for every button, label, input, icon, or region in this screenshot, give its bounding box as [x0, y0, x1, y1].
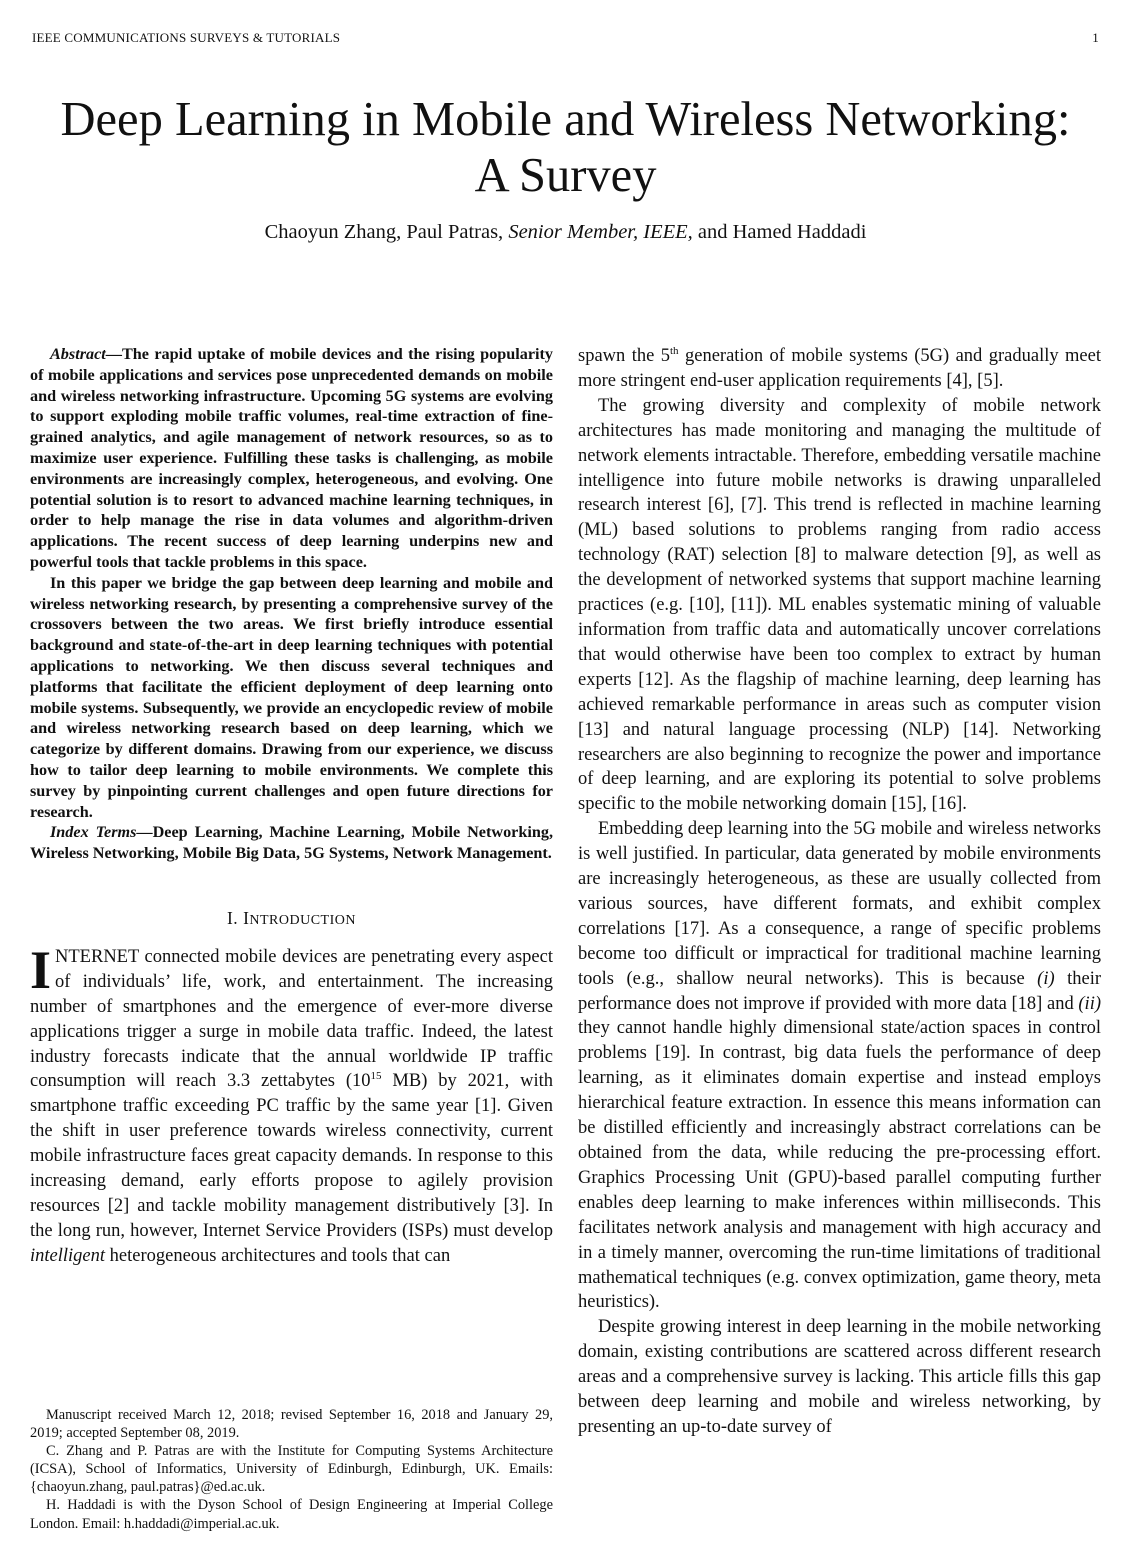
authors [0, 221, 1131, 244]
right-paragraph-2 [578, 817, 1101, 1315]
section-numeral: I. [226, 907, 239, 928]
index-terms [30, 822, 553, 864]
footnote-affiliation-2: H. Haddadi is with the Dyson School of Design Engineering at Imperial College London. Email: h.haddadi@imperial.ac.uk. [30, 1497, 553, 1532]
left-column [30, 344, 553, 1269]
section-title-initial: I [243, 907, 250, 928]
footnotes [30, 1406, 553, 1533]
section-title-rest: NTRODUCTION [249, 912, 356, 928]
introduction-body [30, 939, 553, 1269]
index-terms-text: —Deep Learning, Machine Learning, Mobile Networking, Wireless Networking, Mobile Big Data, 5G Systems, Network Management. [30, 823, 553, 863]
footnote-affiliation-1: C. Zhang and P. Patras are with the Institute for Computing Systems Architecture (ICSA), School of Informatics, University of Edinburgh, Edinburgh, UK. Emails: {chaoyun.zhang, paul.patras}@ed.ac.uk. [30, 1443, 553, 1496]
right-paragraph-3: Despite growing interest in deep learning in the mobile networking domain, existing contributions are scattered across different research areas and a comprehensive survey is lacking. This article fills this gap between deep learning and mobile and wireless networking, by presenting an up-to-date survey of [578, 1317, 1101, 1437]
intro-text-b: MB) by 2021, with smartphone traffic exceeding PC traffic by the same year [1]. Given the shift in user preference towards wireless connectivity, current mobile infrastructure faces great capacity demands. In response to this increasing demand, early efforts propose to agilely provision resources [2] and tackle mobility management distributively [3]. In the long run, however, Internet Service Providers (ISPs) must develop [30, 1071, 553, 1241]
right-superscript: th [670, 344, 679, 357]
right-text-2b: their performance does not improve if provided with more data [18] and [578, 968, 1102, 1014]
right-column [578, 344, 1101, 1440]
abstract [30, 344, 553, 864]
footnote-manuscript: Manuscript received March 12, 2018; revised September 16, 2018 and January 29, 2019; accepted September 08, 2019. [30, 1407, 553, 1442]
page-number: 1 [1092, 30, 1099, 45]
right-paragraph-1: The growing diversity and complexity of mobile network architectures has made monitoring and managing the multitude of network elements intractable. Therefore, embedding versatile machine intelligence into future mobile networks is drawing unparalleled research interest [6], [7]. This trend is reflected in machine learning (ML) based solutions to problems ranging from radio access technology (RAT) selection [8] to malware detection [9], as well as the development of networked systems that support machine learning practices (e.g. [10], [11]). ML enables systematic mining of valuable information from traffic data and automatically uncover correlations that would otherwise have been too complex to extract by human experts [12]. As the flagship of machine learning, deep learning has achieved remarkable performance in areas such as computer vision [13] and natural language processing (NLP) [14]. Networking researchers are also beginning to recognize the power and importance of deep learning, and are exploring its potential to solve problems specific to the mobile networking domain [15], [16]. [578, 395, 1101, 815]
right-text-2c: they cannot handle highly dimensional state/action spaces in control problems [19]. In contrast, big data fuels the performance of deep learning, as it eliminates domain expertise and instead employs hierarchical feature extraction. In essence this means information can be distilled efficiently and increasingly abstract correlations can be obtained from the data, while reducing the pre-processing effort. Graphics Processing Unit (GPU)-based parallel computing further enables deep learning to make inferences within milliseconds. This facilitates network analysis and management with high accuracy and in a timely manner, overcoming the run-time limitations of traditional mathematical techniques (e.g. convex optimization, game theory, meta heuristics). [578, 1018, 1101, 1313]
author-names: Chaoyun Zhang, Paul Patras, [264, 221, 504, 243]
right-italic-ii: (ii) [1078, 993, 1101, 1014]
section-heading-introduction [30, 908, 553, 929]
index-terms-label: Index Terms [50, 823, 137, 842]
abstract-label: Abstract [50, 345, 106, 363]
title-line-1: Deep Learning in Mobile and Wireless Networking: [60, 93, 1071, 146]
intro-text-a: NTERNET connected mobile devices are penetrating every aspect of individuals’ life, work, and entertainment. The increasing number of smartphones and the emergence of ever-more diverse applications trigger a surge in mobile data traffic. Indeed, the latest industry forecasts indicate that the annual worldwide IP traffic consumption will reach 3.3 zettabytes (10 [30, 946, 553, 1092]
drop-cap: I [30, 939, 52, 1000]
intro-paragraph-1 [30, 939, 553, 1269]
intro-text-c: heterogeneous architectures and tools that can [105, 1245, 451, 1266]
abstract-text-1: —The rapid uptake of mobile devices and the rising popularity of mobile applications and services pose unprecedented demands on mobile and wireless networking infrastructure. Upcoming 5G systems are evolving to support exploding mobile traffic volumes, real-time extraction of fine-grained analytics, and agile management of network resources, so as to maximize user experience. Fulfilling these tasks is challenging, as mobile environments are increasingly complex, heterogeneous, and evolving. One potential solution is to resort to advanced machine learning techniques, in order to help manage the rise in data volumes and algorithm-driven applications. The recent success of deep learning underpins new and powerful tools that tackle problems in this space. [30, 345, 553, 571]
right-italic-i: (i) [1037, 968, 1055, 989]
intro-superscript: 15 [370, 1070, 382, 1083]
right-text-0a: spawn the 5 [578, 346, 670, 366]
journal-name: IEEE COMMUNICATIONS SURVEYS & TUTORIALS [32, 30, 341, 45]
title-block [0, 92, 1131, 244]
right-text-2a: Embedding deep learning into the 5G mobile and wireless networks is well justified. In particular, data generated by mobile environments are increasingly heterogeneous, as these are usually collected from various sources, have different formats, and exhibit complex correlations [17]. As a consequence, a range of specific problems become too difficult or impractical for traditional machine learning tools (e.g., shallow neural networks). This is because [578, 819, 1101, 989]
paper-title [0, 92, 1131, 204]
title-line-2: A Survey [474, 149, 657, 202]
abstract-paragraph-2: In this paper we bridge the gap between deep learning and mobile and wireless networking research, by presenting a comprehensive survey of the crossovers between the two areas. We first briefly introduce essential background and state-of-the-art in deep learning techniques with potential applications to networking. We then discuss several techniques and platforms that facilitate the efficient deployment of deep learning onto mobile systems. Subsequently, we provide an encyclopedic review of mobile and wireless networking research based on deep learning, which we categorize by different domains. Drawing from our experience, we discuss how to tailor deep learning to mobile environments. We complete this survey by pinpointing current challenges and open future directions for research. [30, 573, 553, 821]
author-membership: Senior Member, IEEE, [508, 221, 693, 243]
author-names-last: and Hamed Haddadi [697, 221, 867, 243]
running-head [32, 30, 1099, 46]
abstract-paragraph-1 [30, 344, 553, 573]
right-text-0b: generation of mobile systems (5G) and gradually meet more stringent end-user application requirements [4], [5]. [578, 346, 1101, 391]
intro-italic: intelligent [30, 1245, 106, 1266]
right-paragraph-0 [578, 344, 1101, 394]
